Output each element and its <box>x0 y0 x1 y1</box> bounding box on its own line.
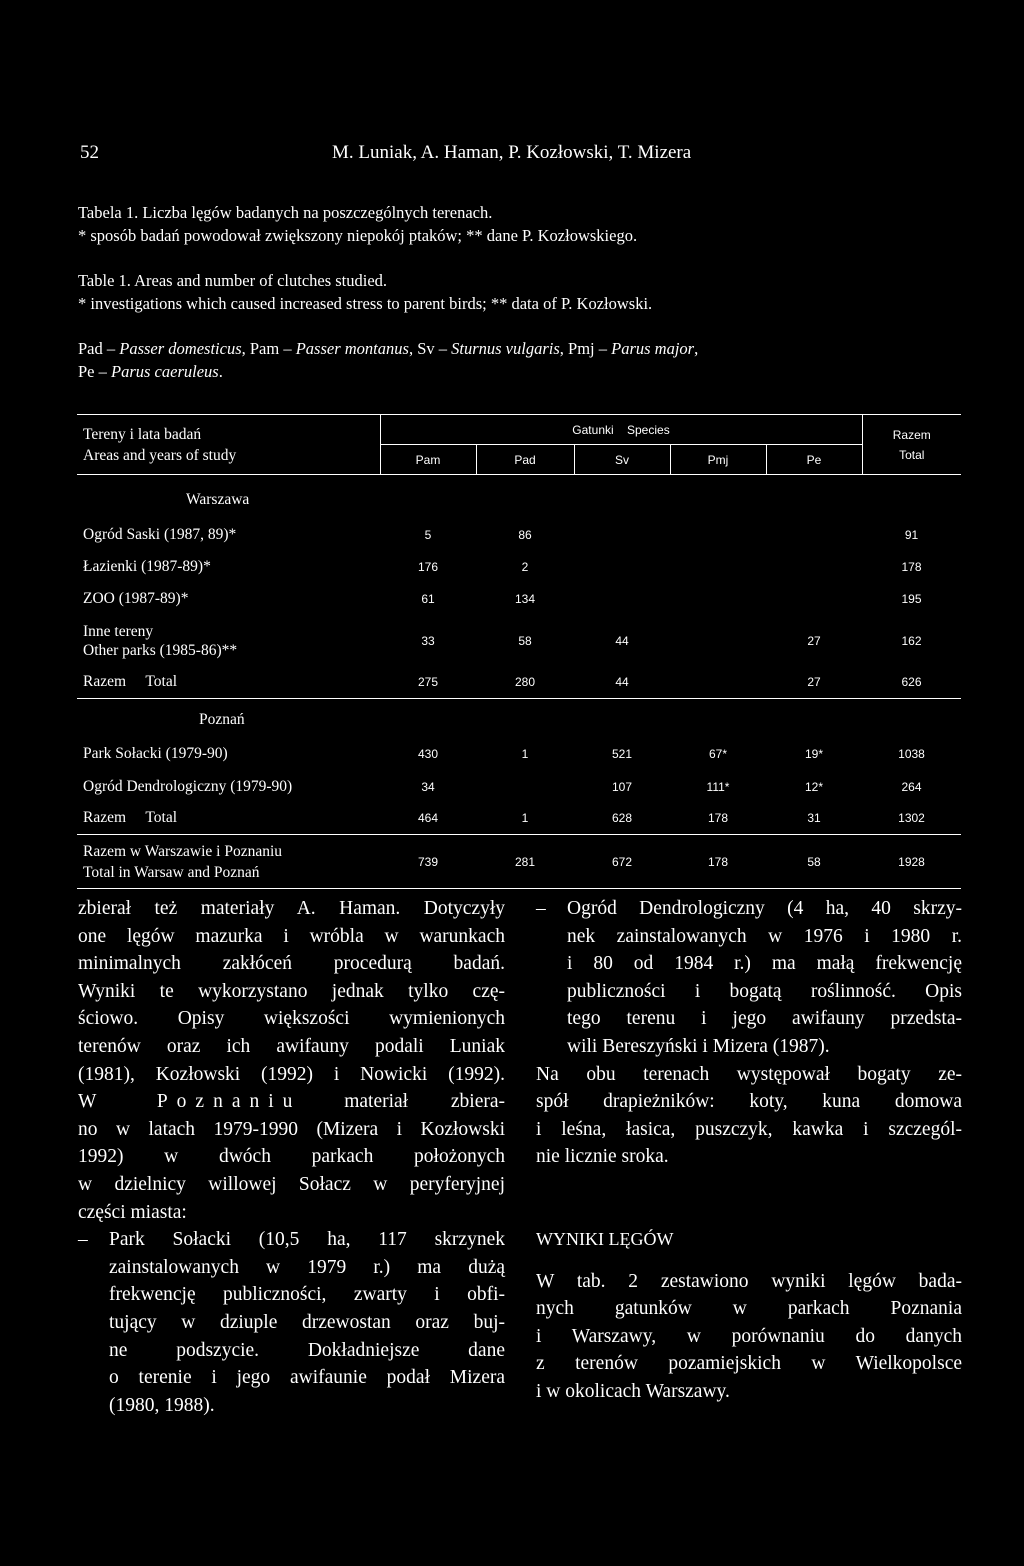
table-row <box>77 551 961 583</box>
caption-en-title: Table 1. Areas and number of clutches studied. <box>78 271 388 290</box>
caption-abbreviations-line1: Pad – Passer domesticus, Pam – Passer montanus, Sv – Sturnus vulgaris, Pmj – Parus major, <box>78 339 699 358</box>
table-caption <box>78 201 698 383</box>
cell-pe: 12* <box>804 779 824 794</box>
cell-sv: 521 <box>611 746 633 761</box>
table-row <box>77 615 961 667</box>
cell-pmj: 178 <box>707 811 729 826</box>
table-row-subtotal <box>77 667 961 699</box>
table-row <box>77 583 961 615</box>
table-row <box>77 771 961 803</box>
header-areas: Tereny i lata badań Areas and years of study <box>77 415 380 475</box>
row-label: Razem Total <box>83 809 178 827</box>
row-label: ZOO (1987-89)* <box>83 589 189 607</box>
caption-pl-notes: * sposób badań powodował zwiększony niepokój ptaków; ** dane P. Kozłowskiego. <box>78 226 638 245</box>
cell-pe <box>766 583 862 615</box>
caption-en-notes: * investigations which caused increased stress to parent birds; ** data of P. Kozłowski. <box>78 294 653 313</box>
row-label: Razem Total <box>83 673 178 691</box>
cell-pe: 58 <box>766 835 862 889</box>
left-column-text: zbierał też materiały A. Haman. Dotyczyły one lęgów mazurka i wróbla w warunkach minimalnych zakłóceń procedurą badań. Wyniki te wykorzystano jednak tylko czę- ściowo. Opisy większości wymienionych terenów oraz ich awifauny podali Luniak (1981), Kozłowski (1992) i Nowicki (1992). W Poznaniu materiał zbiera- no w latach 1979-1990 (Mizera i Kozłowski 1992) w dwóch parkach położonych w dzielnicy willowej Sołacz w peryferyjnej części miasta: – Park Sołacki (10,5 ha, 117 skrzynek zainstalowanych w 1979 r.) ma dużą frekwencję publiczności, zwarty i obfi- tujący w dziuple drzewostan oraz buj- ne podszycie. Dokładniejsze dane o terenie i jego awifaunie podał Mizera (1980, 1988). <box>78 895 505 1419</box>
cell-total: 1038 <box>898 746 925 761</box>
table-row <box>77 737 961 771</box>
cell-pmj <box>670 615 766 667</box>
cell-pe <box>766 551 862 583</box>
cell-pe: 27 <box>807 633 821 648</box>
cell-pad: 1 <box>521 811 529 826</box>
row-label: Ogród Saski (1987, 89)* <box>83 525 237 543</box>
right-column-text: – Ogród Dendrologiczny (4 ha, 40 skrzy- nek zainstalowanych w 1976 i 1980 r. i 80 od 1984 r.) ma małą frekwencję publiczności i bogatą roślinność. Opis tego terenu i jego awifauny przedsta- wili Bereszyński i Mizera (1987). Na obu terenach występował bogaty ze- spół drapieżników: koty, kuna domowa i leśna, łasica, puszczyk, kawka i szczegól- nie licznie sroka. WYNIKI LĘGÓW W tab. 2 zestawiono wyniki lęgów bada- nych gatunków w parkach Poznania i Warszawy, w porównaniu do danych z terenów pozamiejskich w Wielkopolsce i w okolicach Warszawy. <box>536 895 962 1406</box>
cell-pmj: 67* <box>708 746 728 761</box>
header-species: Gatunki Species <box>380 415 862 445</box>
cell-pe: 27 <box>807 675 821 690</box>
cell-pam: 33 <box>421 633 435 648</box>
spaced-city-name: W Poznaniu <box>78 1091 302 1113</box>
list-item-park-solacki: – Park Sołacki (10,5 ha, 117 skrzynek zainstalowanych w 1979 r.) ma dużą frekwencję publiczności, zwarty i obfi- tujący w dziuple drzewostan oraz buj- ne podszycie. Dokładniejsze dane o terenie i jego awifaunie podał Mizera (1980, 1988). <box>78 1229 505 1416</box>
cell-pmj: 111* <box>706 779 730 794</box>
cell-pmj <box>670 583 766 615</box>
col-header-pmj: Pmj <box>670 445 766 475</box>
cell-pad <box>476 771 574 803</box>
cell-total: 264 <box>901 779 922 794</box>
cell-pam: 61 <box>421 591 435 606</box>
cell-pam: 739 <box>380 835 476 889</box>
cell-pmj <box>670 551 766 583</box>
cell-pad: 134 <box>514 591 536 606</box>
table-row-grand-total <box>77 835 961 889</box>
cell-sv <box>574 551 670 583</box>
col-header-pam: Pam <box>380 445 476 475</box>
cell-total: 162 <box>901 633 922 648</box>
table-row-subtotal <box>77 803 961 835</box>
cell-pmj <box>670 519 766 551</box>
row-label: Inne tereny Other parks (1985-86)** <box>83 622 238 659</box>
cell-pam: 464 <box>417 811 439 826</box>
cell-pe: 19* <box>804 746 824 761</box>
cell-total: 91 <box>904 527 919 542</box>
row-label: Park Sołacki (1979-90) <box>83 744 228 762</box>
cell-pad: 58 <box>518 633 532 648</box>
caption-pl-title: Tabela 1. Liczba lęgów badanych na poszczególnych terenach. <box>78 203 493 222</box>
cell-sv: 44 <box>615 633 629 648</box>
section-heading: WYNIKI LĘGÓW <box>536 1228 674 1249</box>
cell-sv <box>574 519 670 551</box>
running-header-authors: M. Luniak, A. Haman, P. Kozłowski, T. Mizera <box>332 142 692 163</box>
cell-pad: 280 <box>514 675 536 690</box>
cell-pad: 2 <box>521 559 529 574</box>
cell-pam: 5 <box>424 527 432 542</box>
caption-abbreviations-line2: Pe – Parus caeruleus. <box>78 362 223 381</box>
list-item-ogrod-dendrologiczny: – Ogród Dendrologiczny (4 ha, 40 skrzy- nek zainstalowanych w 1976 i 1980 r. i 80 od 1984 r.) ma małą frekwencję publiczności i bogatą roślinność. Opis tego terenu i jego awifauny przedsta- wili Bereszyński i Mizera (1987). <box>536 898 962 1057</box>
cell-total: 195 <box>901 591 922 606</box>
table-row <box>77 519 961 551</box>
cell-pe: 31 <box>807 811 821 826</box>
cell-pad: 1 <box>521 746 529 761</box>
cell-pam: 430 <box>417 746 439 761</box>
cell-pmj <box>670 667 766 699</box>
cell-total: 178 <box>901 559 922 574</box>
section-title-poznan: Poznań <box>77 699 961 737</box>
cell-pam: 275 <box>417 675 439 690</box>
row-label: Razem w Warszawie i Poznaniu Total in Warsaw and Poznań <box>77 835 380 889</box>
cell-sv: 44 <box>615 675 629 690</box>
clutches-table <box>77 414 961 889</box>
cell-sv: 628 <box>611 811 633 826</box>
cell-pam: 176 <box>417 559 439 574</box>
header-total: Razem Total <box>862 415 961 475</box>
cell-total: 1928 <box>862 835 961 889</box>
cell-pad: 86 <box>518 527 532 542</box>
cell-pe <box>766 519 862 551</box>
col-header-pe: Pe <box>766 445 862 475</box>
cell-total: 1302 <box>898 811 925 826</box>
cell-sv: 672 <box>574 835 670 889</box>
cell-pam: 34 <box>421 779 435 794</box>
cell-pad: 281 <box>476 835 574 889</box>
cell-total: 626 <box>901 675 922 690</box>
page-number: 52 <box>80 142 99 163</box>
col-header-sv: Sv <box>574 445 670 475</box>
cell-sv <box>574 583 670 615</box>
section-title-warszawa: Warszawa <box>77 475 961 519</box>
cell-sv: 107 <box>611 779 633 794</box>
row-label: Ogród Dendrologiczny (1979-90) <box>83 777 293 795</box>
row-label: Łazienki (1987-89)* <box>83 557 211 575</box>
cell-pmj: 178 <box>670 835 766 889</box>
col-header-pad: Pad <box>476 445 574 475</box>
